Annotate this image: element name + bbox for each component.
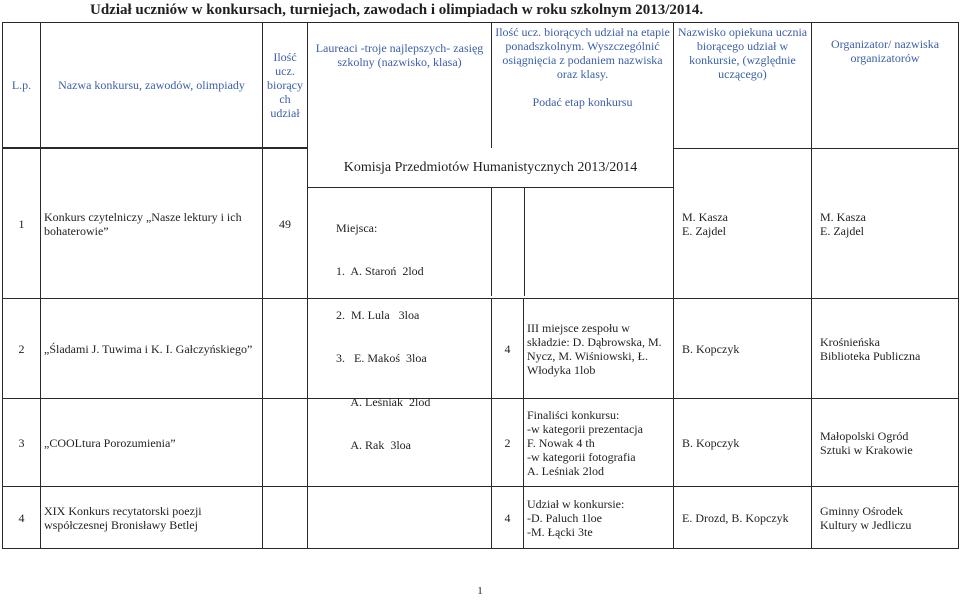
row-4-organizator (812, 487, 959, 549)
row-3-organizator-line: Małopolski Ogród (820, 428, 909, 443)
row-1-laureaci-line: 1. A. Staroń 2lod (336, 264, 424, 278)
row-3-ponad-line: F. Nowak 4 th (527, 435, 595, 450)
row-1-laureaci-line: A. Leśniak 2lod (336, 394, 431, 409)
row-2-opiekun: B. Kopczyk (674, 299, 812, 399)
row-2-name: „Śladami J. Tuwima i K. I. Gałczyńskiego” (41, 299, 263, 399)
row-3-ponad-text (524, 399, 674, 487)
row-4-lp: 4 (3, 487, 41, 549)
row-1-organizator-line: E. Zajdel (820, 223, 864, 238)
row-3-lp: 3 (3, 399, 41, 487)
row-4-ponad-count: 4 (492, 487, 524, 549)
row-1-organizator (812, 149, 959, 299)
table-row (3, 487, 959, 549)
row-3-opiekun: B. Kopczyk (674, 399, 812, 487)
komisja-label: Komisja Przedmiotów Humanistycznych 2013/2014 (308, 149, 673, 188)
row-1-lp: 1 (3, 149, 41, 299)
row-2-organizator-line: Biblioteka Publiczna (820, 348, 921, 363)
row-1-ponad-count (492, 188, 525, 296)
header-opiekun: Nazwisko opiekuna ucznia biorącego udział w konkursie, (względnie uczącego) (674, 23, 812, 149)
row-2-organizator (812, 299, 959, 399)
page-number: 1 (477, 585, 483, 597)
contest-table (2, 22, 959, 549)
header-name: Nazwa konkursu, zawodów, olimpiady (41, 23, 263, 148)
row-3-ponad-count: 2 (492, 399, 524, 487)
row-1-laureaci-line: Miejsca: (336, 220, 378, 235)
header-ponad-text: Ilość ucz. biorących udział na etapie ponadszkolnym. Wyszczególnić osiągnięcia z podaniem nazwiska oraz klasy. (495, 25, 670, 81)
row-3-ponad-line: Finaliści konkursu: (527, 407, 620, 422)
table-row (3, 149, 959, 299)
header-row (3, 23, 959, 148)
row-1-count: 49 (263, 149, 308, 299)
row-1-organizator-line: M. Kasza (820, 209, 866, 224)
row-1-opiekun (674, 149, 812, 299)
header-organizator: Organizator/ nazwiska organizatorów (812, 23, 959, 149)
header-count: Ilość ucz. biorący ch udział (263, 23, 308, 148)
row-4-laureaci (308, 487, 492, 549)
row-2-ponad-count: 4 (492, 299, 524, 399)
document-title: Udział uczniów w konkursach, turniejach, zawodach i olimpiadach w roku szkolnym 2013/2014. (90, 2, 704, 18)
row-2-ponad-text: III miejsce zespołu w składzie: D. Dąbrowska, M. Nycz, M. Wiśniowski, Ł. Włodyka 1lob (524, 299, 674, 399)
row-1-opiekun-line: M. Kasza (682, 209, 728, 224)
row-3-ponad-line: A. Leśniak 2lod (527, 463, 604, 478)
row-1-laureaci-line: 2. M. Lula 3loa (336, 307, 420, 322)
row-1-laureaci-line: 3. E. Makoś 3loa (336, 351, 427, 365)
header-laureaci: Laureaci -troje najlepszych- zasięg szkolny (nazwisko, klasa) (308, 23, 492, 148)
row-1-laureaci (308, 188, 492, 452)
row-1-name: Konkurs czytelniczy „Nasze lektury i ich bohaterowie” (41, 149, 263, 299)
row-2-count (263, 299, 308, 399)
row-4-ponad-line: Udział w konkursie: (527, 496, 625, 511)
row-4-ponad-text (524, 487, 674, 549)
row-4-organizator-line: Kultury w Jedliczu (820, 517, 912, 532)
row-4-name: XIX Konkurs recytatorski poezji współczesnej Bronisławy Betlej (41, 487, 263, 549)
row-4-count (263, 487, 308, 549)
row-4-opiekun: E. Drozd, B. Kopczyk (674, 487, 812, 549)
row-2-organizator-line: Krośnieńska (820, 334, 880, 349)
header-lp: L.p. (3, 23, 41, 148)
row-4-ponad-line: -M. Łącki 3te (527, 524, 593, 539)
row-3-organizator-line: Sztuki w Krakowie (820, 442, 913, 457)
header-ponad (492, 23, 674, 148)
row-4-ponad-line: -D. Paluch 1loe (527, 510, 602, 525)
row-3-name: „COOLtura Porozumienia” (41, 399, 263, 487)
row-3-organizator (812, 399, 959, 487)
row-1-opiekun-line: E. Zajdel (682, 223, 726, 238)
row-3-count (263, 399, 308, 487)
row-2-lp: 2 (3, 299, 41, 399)
row-1-ponad-text (525, 188, 673, 296)
row-3-ponad-line: -w kategorii fotografia (527, 449, 636, 464)
row-1-laureaci-line: A. Rak 3loa (336, 438, 411, 452)
row-4-organizator-line: Gminny Ośrodek (820, 503, 903, 518)
header-etap: Podać etap konkursu (532, 95, 633, 109)
row-3-ponad-line: -w kategorii prezentacja (527, 421, 643, 436)
